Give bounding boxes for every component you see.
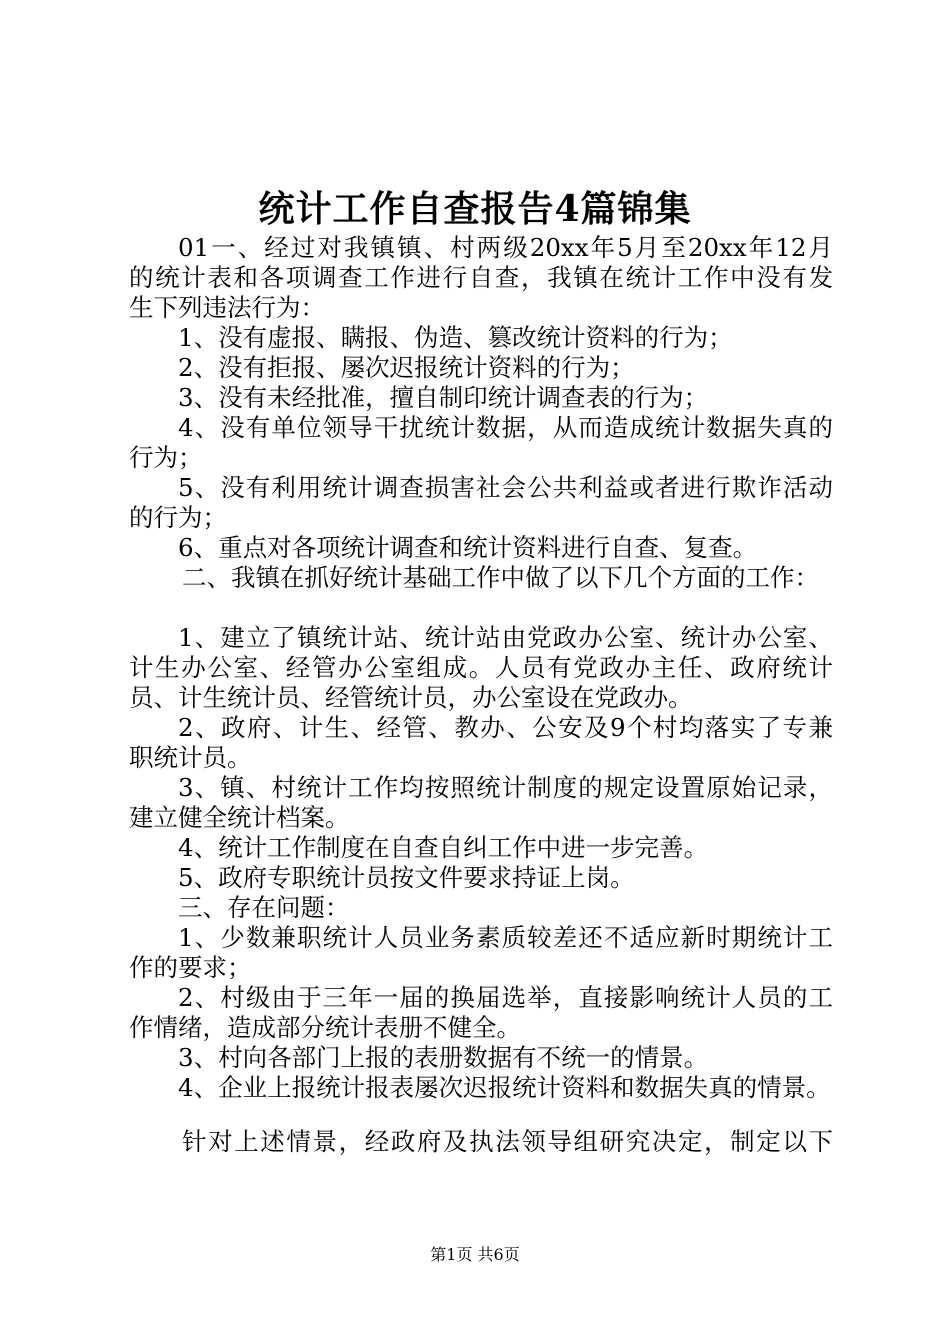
- list-item: 1、建立了镇统计站、统计站由党政办公室、统计办公室、: [178, 623, 833, 652]
- paragraph-line: 计生办公室、经管办公室组成。人员有党政办主任、政府统计: [129, 653, 833, 682]
- list-item: 2、村级由于三年一届的换届选举，直接影响统计人员的工: [178, 983, 833, 1012]
- paragraph-line: 生下列违法行为：: [129, 293, 325, 322]
- page-number-footer: 第1页 共6页: [430, 1245, 520, 1264]
- list-item: 4、企业上报统计报表屡次迟报统计资料和数据失真的情景。: [178, 1073, 831, 1102]
- document-body: [129, 233, 833, 1157]
- list-item: 3、村向各部门上报的表册数据有不统一的情景。: [178, 1043, 709, 1072]
- paragraph-line: 的统计表和各项调查工作进行自查，我镇在统计工作中没有发: [129, 263, 833, 292]
- list-item: 1、没有虚报、瞒报、伪造、篡改统计资料的行为；: [178, 323, 733, 352]
- paragraph-line: 作的要求；: [129, 953, 252, 982]
- paragraph-line: 建立健全统计档案。: [129, 803, 350, 832]
- paragraph-line: 员、计生统计员、经管统计员，办公室设在党政办。: [129, 683, 693, 712]
- list-item: 3、没有未经批准，擅自制印统计调查表的行为；: [178, 383, 709, 412]
- section-heading: 三、存在问题：: [178, 893, 350, 922]
- list-item: 5、政府专职统计员按文件要求持证上岗。: [178, 863, 635, 892]
- paragraph-line: 01一、经过对我镇镇、村两级20xx年5月至20xx年12月: [178, 233, 833, 262]
- document-title: 统计工作自查报告4篇锦集: [258, 188, 692, 230]
- blank-line: [129, 593, 833, 623]
- paragraph-line: 的行为；: [129, 503, 227, 532]
- list-item: 4、没有单位领导干扰统计数据，从而造成统计数据失真的: [178, 413, 833, 442]
- list-item: 3、镇、村统计工作均按照统计制度的规定设置原始记录，: [178, 773, 833, 802]
- list-item: 1、少数兼职统计人员业务素质较差还不适应新时期统计工: [178, 923, 833, 952]
- list-item: 5、没有利用统计调查损害社会公共利益或者进行欺诈活动: [178, 473, 833, 502]
- blank-line: [129, 1103, 833, 1127]
- paragraph-line: 职统计员。: [129, 743, 252, 772]
- list-item: 6、重点对各项统计调查和统计资料进行自查、复查。: [178, 533, 758, 562]
- list-item: 4、统计工作制度在自查自纠工作中进一步完善。: [178, 833, 709, 862]
- list-item: 2、政府、计生、经管、教办、公安及9个村均落实了专兼: [178, 713, 833, 742]
- list-item: 2、没有拒报、屡次迟报统计资料的行为；: [178, 353, 635, 382]
- paragraph-line: 行为；: [129, 443, 203, 472]
- paragraph-line: 作情绪，造成部分统计表册不健全。: [129, 1013, 521, 1042]
- paragraph-line: 针对上述情景，经政府及执法领导组研究决定，制定以下: [182, 1127, 833, 1156]
- section-heading: 二、我镇在抓好统计基础工作中做了以下几个方面的工作：: [182, 563, 819, 592]
